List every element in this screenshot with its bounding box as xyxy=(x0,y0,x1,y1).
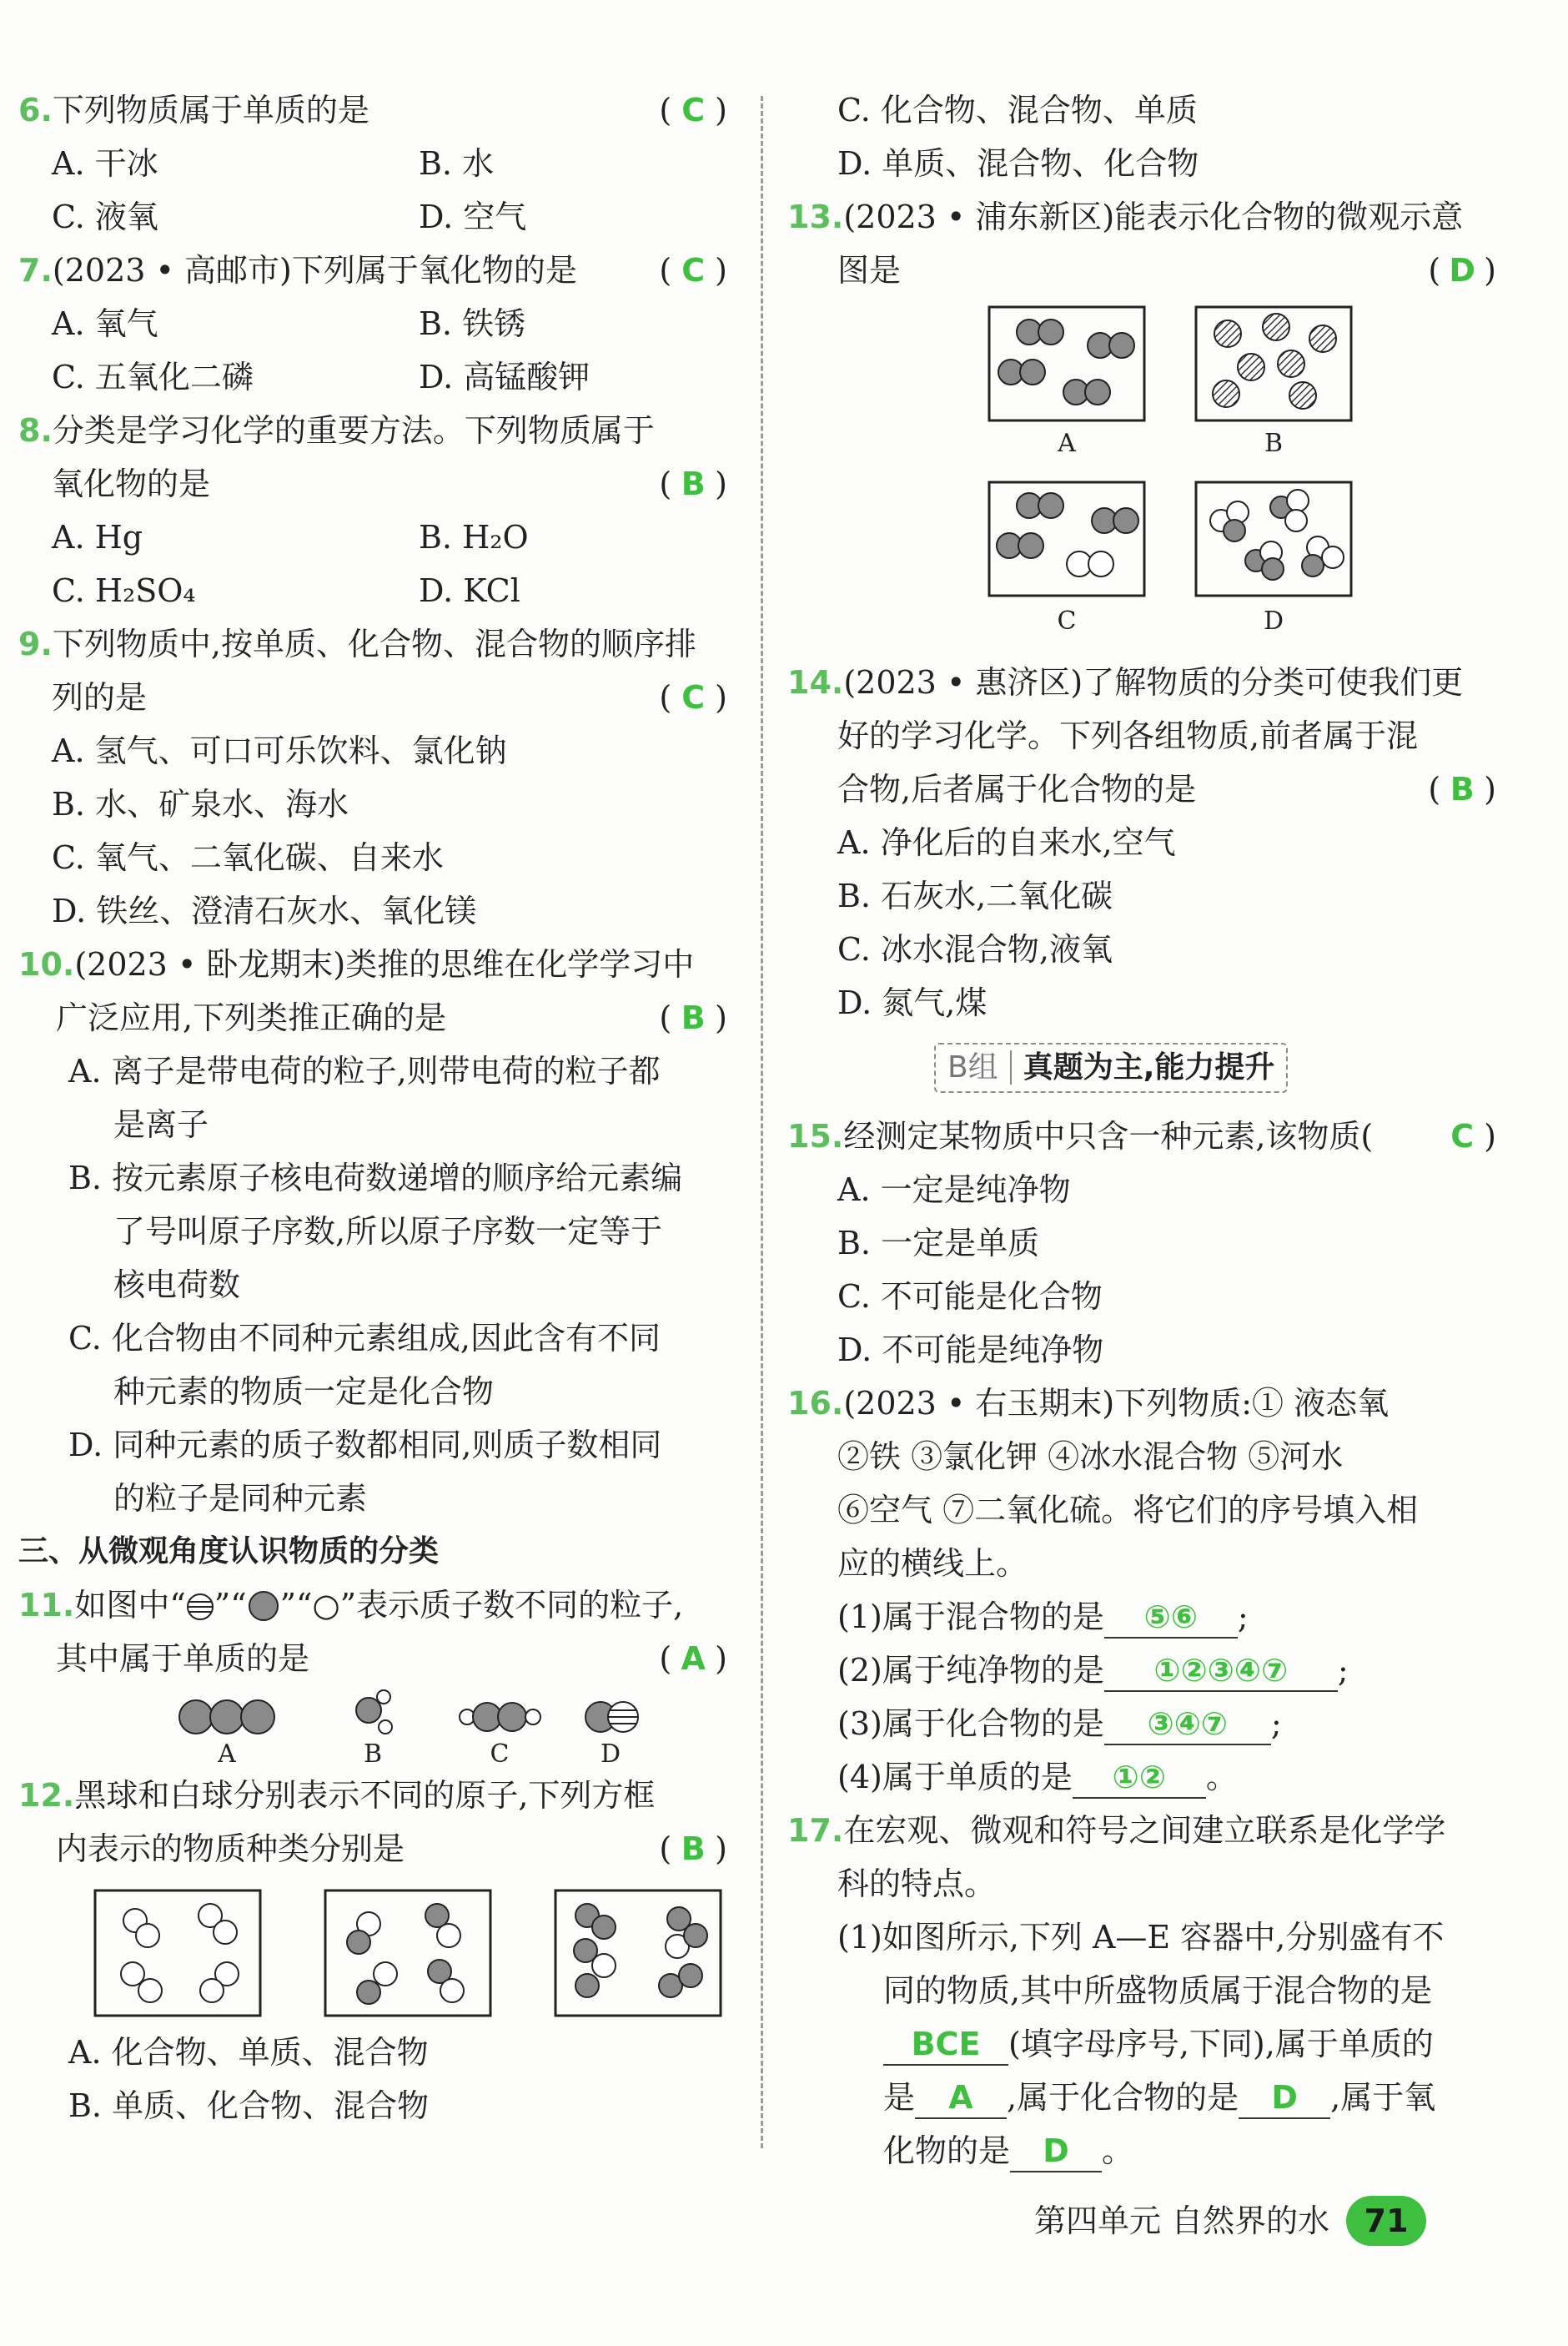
question-15-stem: 15.经测定某物质中只含一种元素,该物质( C ) xyxy=(787,1110,1496,1163)
question-6-stem: 6.下列物质属于单质的是 ( C ) xyxy=(18,83,727,137)
question-17-part1-cont: 化物的是 D 。 xyxy=(787,2124,1496,2177)
question-6-options-row: A. 干冰 B. 水 xyxy=(52,145,495,182)
group-b-banner xyxy=(787,1030,1496,1110)
figure-label: B xyxy=(363,1739,383,1769)
question-14-option: B. 石灰水,二氧化碳 xyxy=(837,878,1113,914)
question-7-options-row: A. 氧气 B. 铁锈 xyxy=(52,305,526,342)
question-8-stem: 8.分类是学习化学的重要方法。下列物质属于 xyxy=(18,412,655,449)
figure-label: D xyxy=(600,1739,621,1769)
question-16-stem-cont: ②铁 ③氯化钾 ④冰水混合物 ⑤河水 xyxy=(837,1438,1344,1475)
question-15-option: C. 不可能是化合物 xyxy=(837,1278,1103,1315)
molecule-a xyxy=(179,1700,274,1734)
question-17-stem-cont: 科的特点。 xyxy=(837,1865,997,1902)
question-11-stem: 11.如图中“ ”“ ”“○”表示质子数不同的粒子, xyxy=(18,1587,684,1624)
unit-title: 第四单元 自然界的水 xyxy=(1034,2203,1330,2239)
question-7-stem: 7.(2023 • 高邮市)下列属于氧化物的是 ( C ) xyxy=(18,244,727,297)
question-10-option-a: A. 离子是带电荷的粒子,则带电荷的粒子都 xyxy=(68,1053,661,1090)
question-9-option: B. 水、矿泉水、海水 xyxy=(52,786,349,823)
box-a xyxy=(989,307,1144,420)
question-13-stem-cont: 图是 ( D ) xyxy=(787,244,1496,297)
question-10-option-b-cont: 核电荷数 xyxy=(113,1266,241,1303)
question-8-options-row: A. Hg B. H₂O xyxy=(52,519,529,556)
figure-label: B xyxy=(1264,429,1284,458)
question-14-option: D. 氮气,煤 xyxy=(837,984,988,1021)
question-16-part: (2)属于纯净物的是 ①②③④⑦ ; xyxy=(787,1644,1496,1697)
answer-blank: A xyxy=(915,2077,1007,2119)
question-10-option-c: C. 化合物由不同种元素组成,因此含有不同 xyxy=(68,1320,661,1357)
answer-blank: ⑤⑥ xyxy=(1104,1597,1238,1639)
answer-bracket: C ) xyxy=(1450,1118,1496,1155)
answer-bracket: ( B ) xyxy=(659,1830,727,1867)
question-14-option: A. 净化后的自来水,空气 xyxy=(837,824,1176,861)
question-13-figure xyxy=(787,297,1496,656)
striped-particle-icon xyxy=(186,1593,214,1621)
group-label: B组 xyxy=(947,1050,1012,1085)
left-column xyxy=(18,83,727,2132)
question-15-option: B. 一定是单质 xyxy=(837,1225,1040,1261)
answer-blank: ①②③④⑦ xyxy=(1104,1650,1338,1692)
answer-blank: D xyxy=(1239,2077,1330,2119)
molecule-c xyxy=(460,1703,540,1731)
question-12-option: B. 单质、化合物、混合物 xyxy=(68,2087,430,2124)
question-17-part1-cont: 是 A ,属于化合物的是 D ,属于氧 xyxy=(787,2071,1496,2124)
figure-label: C xyxy=(1057,607,1077,636)
figure-label: D xyxy=(1263,607,1284,636)
question-10-option-b-cont: 了号叫原子序数,所以原子序数一定等于 xyxy=(113,1213,663,1250)
question-10-option-d-cont: 的粒子是同种元素 xyxy=(113,1480,368,1517)
gray-particle-icon xyxy=(247,1589,280,1623)
question-9-option: C. 氧气、二氧化碳、自来水 xyxy=(52,839,444,876)
question-14-stem-cont: 合物,后者属于化合物的是 ( B ) xyxy=(787,763,1496,816)
question-number: 6. xyxy=(18,92,53,128)
question-14-stem-cont: 好的学习化学。下列各组物质,前者属于混 xyxy=(837,717,1419,754)
question-10-option-a-cont: 是离子 xyxy=(113,1106,209,1143)
box-1 xyxy=(95,1890,260,2016)
question-10-option-b: B. 按元素原子核电荷数递增的顺序给元素编 xyxy=(68,1160,683,1196)
box-2 xyxy=(325,1890,490,2016)
question-12-option: D. 单质、混合物、化合物 xyxy=(837,145,1199,182)
answer-blank: D xyxy=(1010,2131,1102,2172)
question-16-stem-cont: 应的横线上。 xyxy=(837,1545,1028,1582)
question-17-part1-cont: BCE (填字母序号,下同),属于单质的 xyxy=(787,2017,1496,2071)
section-heading: 三、从微观角度认识物质的分类 xyxy=(18,1534,440,1568)
question-12-option: A. 化合物、单质、混合物 xyxy=(68,2034,429,2071)
question-9-stem: 9.下列物质中,按单质、化合物、混合物的顺序排 xyxy=(18,626,696,662)
question-12-figure xyxy=(18,1875,727,2026)
page-number-badge: 71 xyxy=(1346,2196,1426,2246)
question-10-stem: 10.(2023 • 卧龙期末)类推的思维在化学学习中 xyxy=(18,946,695,983)
page-footer xyxy=(1034,2196,1426,2246)
question-14-stem: 14.(2023 • 惠济区)了解物质的分类可使我们更 xyxy=(787,664,1464,701)
question-15-option: D. 不可能是纯净物 xyxy=(837,1332,1104,1368)
group-title: 真题为主,能力提升 xyxy=(1023,1050,1275,1085)
question-10-option-c-cont: 种元素的物质一定是化合物 xyxy=(113,1373,495,1410)
question-9-option: D. 铁丝、澄清石灰水、氧化镁 xyxy=(52,893,477,929)
atom-boxes-figure xyxy=(18,1875,727,2026)
question-16-part: (4)属于单质的是 ①② 。 xyxy=(787,1750,1496,1804)
question-12-stem-cont: 内表示的物质种类分别是 ( B ) xyxy=(18,1822,727,1875)
figure-label: C xyxy=(490,1739,510,1769)
answer-bracket: ( C ) xyxy=(659,252,727,289)
question-16-part: (1)属于混合物的是 ⑤⑥ ; xyxy=(787,1590,1496,1644)
molecule-b xyxy=(356,1690,392,1734)
question-9-stem-cont: 列的是 ( C ) xyxy=(18,671,727,724)
molecule-d xyxy=(585,1702,638,1732)
question-16-stem: 16.(2023 • 右玉期末)下列物质:① 液态氧 xyxy=(787,1385,1390,1422)
microscopic-boxes-figure xyxy=(787,297,1496,656)
question-11-stem-cont: 其中属于单质的是 ( A ) xyxy=(18,1632,727,1685)
answer-bracket: ( B ) xyxy=(1428,771,1496,808)
question-10-stem-cont: 广泛应用,下列类推正确的是 ( B ) xyxy=(18,991,727,1045)
question-17-part1-cont: 同的物质,其中所盛物质属于混合物的是 xyxy=(883,1972,1433,2009)
question-9-option: A. 氢气、可口可乐饮料、氯化钠 xyxy=(52,732,507,769)
answer-bracket: ( B ) xyxy=(659,466,727,502)
question-17-stem: 17.在宏观、微观和符号之间建立联系是化学学 xyxy=(787,1812,1446,1849)
question-8-options-row: C. H₂SO₄ D. KCl xyxy=(52,572,520,609)
molecule-options-figure xyxy=(18,1685,727,1769)
answer-bracket: ( C ) xyxy=(659,92,727,128)
question-14-option: C. 冰水混合物,液氧 xyxy=(837,931,1113,968)
answer-bracket: ( C ) xyxy=(659,679,727,716)
column-divider xyxy=(761,96,763,2148)
question-8-stem-cont: 氧化物的是 ( B ) xyxy=(18,457,727,511)
question-13-stem: 13.(2023 • 浦东新区)能表示化合物的微观示意 xyxy=(787,199,1464,235)
question-10-option-d: D. 同种元素的质子数都相同,则质子数相同 xyxy=(68,1427,662,1463)
answer-blank: ③④⑦ xyxy=(1104,1704,1271,1745)
answer-blank: ①② xyxy=(1073,1757,1206,1799)
box-d xyxy=(1196,482,1351,596)
box-c xyxy=(989,482,1144,596)
question-12-option: C. 化合物、混合物、单质 xyxy=(837,92,1198,128)
box-3 xyxy=(555,1890,721,2016)
answer-bracket: ( B ) xyxy=(659,999,727,1036)
figure-label: A xyxy=(218,1739,236,1769)
question-7-options-row: C. 五氧化二磷 D. 高锰酸钾 xyxy=(52,359,591,395)
question-16-part: (3)属于化合物的是 ③④⑦ ; xyxy=(787,1697,1496,1750)
question-12-stem: 12.黑球和白球分别表示不同的原子,下列方框 xyxy=(18,1777,656,1814)
answer-bracket: ( D ) xyxy=(1428,252,1496,289)
question-11-figure xyxy=(18,1685,727,1769)
right-column xyxy=(787,83,1496,2177)
question-17-part1: (1)如图所示,下列 A—E 容器中,分别盛有不 xyxy=(837,1919,1445,1956)
answer-blank: BCE xyxy=(883,2024,1008,2066)
question-16-stem-cont: ⑥空气 ⑦二氧化硫。将它们的序号填入相 xyxy=(837,1492,1419,1528)
question-15-option: A. 一定是纯净物 xyxy=(837,1171,1071,1208)
figure-label: A xyxy=(1058,429,1076,458)
answer-bracket: ( A ) xyxy=(659,1640,727,1677)
box-b xyxy=(1196,307,1351,420)
question-6-options-row: C. 液氧 D. 空气 xyxy=(52,199,527,235)
